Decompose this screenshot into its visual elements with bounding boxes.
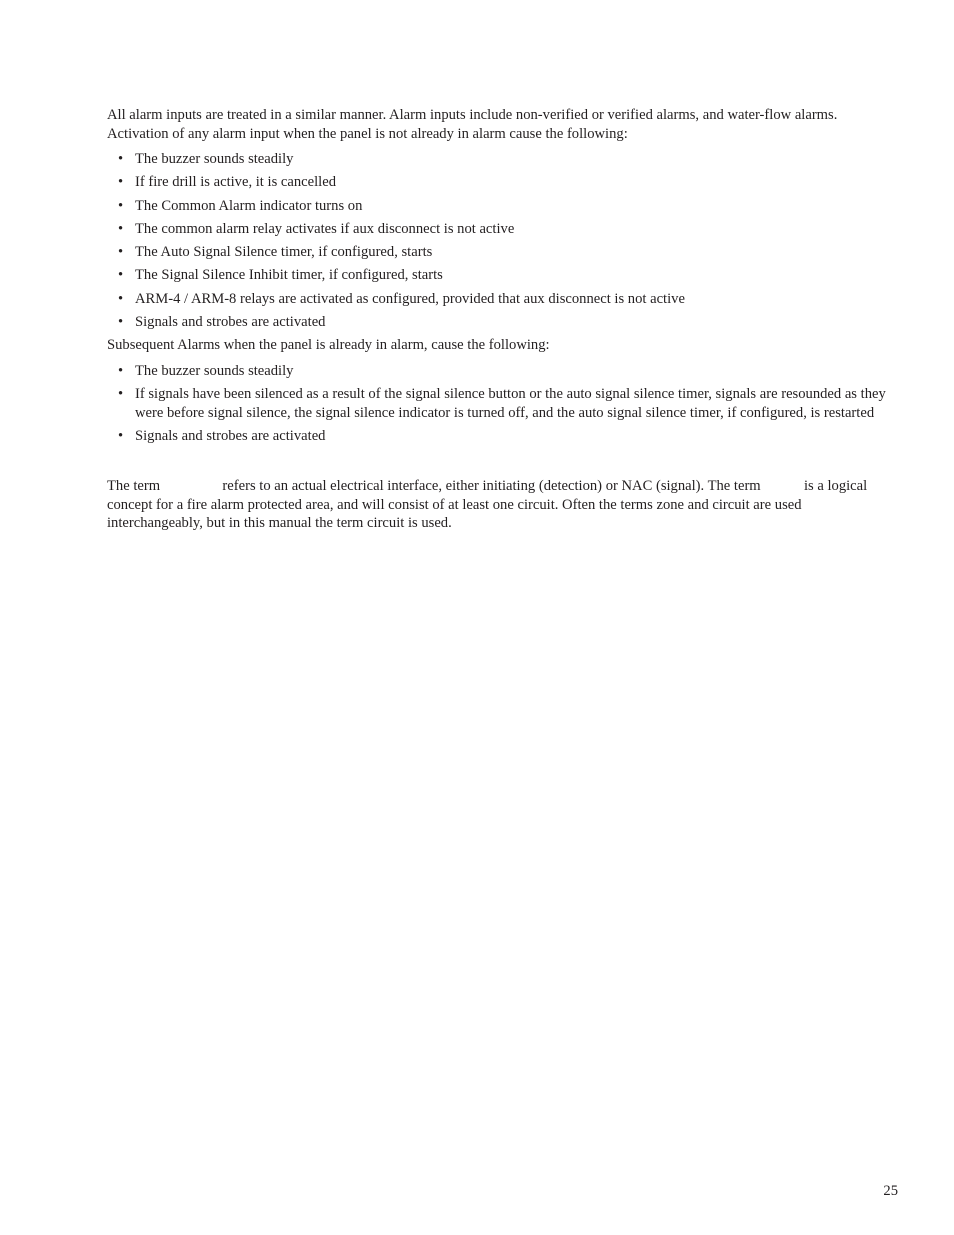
subsequent-alarm-list bbox=[107, 362, 897, 446]
bullet-icon: • bbox=[118, 220, 124, 237]
bullet-icon: • bbox=[118, 197, 124, 214]
bullet-icon: • bbox=[118, 362, 124, 379]
list-item bbox=[107, 313, 897, 332]
first-alarm-list bbox=[107, 150, 897, 332]
list-item-text: The buzzer sounds steadily bbox=[135, 151, 294, 167]
list-item-text: Signals and strobes are activated bbox=[135, 427, 326, 444]
terms-paragraph bbox=[107, 477, 897, 533]
page-number: 25 bbox=[883, 1183, 898, 1199]
bullet-icon: • bbox=[118, 290, 124, 307]
terms-text-part2: refers to an actual electrical interface, either initiating (detection) or NAC (signal). The term bbox=[222, 478, 761, 495]
list-item-text: If signals have been silenced as a result of the signal silence button or the auto signal silence timer, signals are resounded as they were before signal silence, the signal silence indicator is turned off, and the auto signal silence timer, if configured, is restarted bbox=[135, 386, 886, 421]
list-item-text: The Auto Signal Silence timer, if configured, starts bbox=[135, 244, 433, 261]
bullet-icon: • bbox=[118, 244, 124, 261]
list-item-text: The Signal Silence Inhibit timer, if configured, starts bbox=[135, 267, 443, 284]
list-item bbox=[107, 220, 897, 239]
subsequent-alarms-intro: Subsequent Alarms when the panel is already in alarm, cause the following: bbox=[107, 337, 550, 354]
bullet-icon: • bbox=[118, 314, 124, 331]
list-item bbox=[107, 243, 897, 262]
bullet-icon: • bbox=[118, 427, 124, 444]
list-item-text: The buzzer sounds steadily bbox=[135, 362, 294, 379]
list-item bbox=[107, 290, 897, 309]
terms-text-part3: is a logical concept for a fire alarm protected area, and will consist of at least one circuit. Often the terms zone and circuit are used interchangeably, but in this manual the term circuit is used. bbox=[107, 478, 868, 532]
page-content bbox=[107, 106, 897, 533]
terms-text-part1: The term bbox=[107, 478, 161, 495]
list-item bbox=[107, 385, 897, 422]
list-item bbox=[107, 197, 897, 216]
list-item bbox=[107, 427, 897, 446]
bullet-icon: • bbox=[118, 174, 124, 191]
list-item bbox=[107, 266, 897, 285]
list-item bbox=[107, 362, 897, 381]
list-item-text: The Common Alarm indicator turns on bbox=[135, 197, 363, 214]
list-item-text: If fire drill is active, it is cancelled bbox=[135, 174, 336, 191]
bullet-icon: • bbox=[118, 386, 124, 403]
list-item bbox=[107, 150, 897, 169]
bullet-icon: • bbox=[118, 267, 124, 284]
alarm-intro-paragraph: All alarm inputs are treated in a similar manner. Alarm inputs include non-verified or verified alarms, and water-flow alarms. Activation of any alarm input when the panel is not already in alarm cause the following: bbox=[107, 107, 838, 142]
list-item-text: Signals and strobes are activated bbox=[135, 314, 326, 331]
bullet-icon: • bbox=[118, 151, 124, 167]
list-item bbox=[107, 173, 897, 192]
list-item-text: ARM-4 / ARM-8 relays are activated as configured, provided that aux disconnect is not active bbox=[135, 290, 685, 307]
list-item-text: The common alarm relay activates if aux disconnect is not active bbox=[135, 220, 515, 237]
